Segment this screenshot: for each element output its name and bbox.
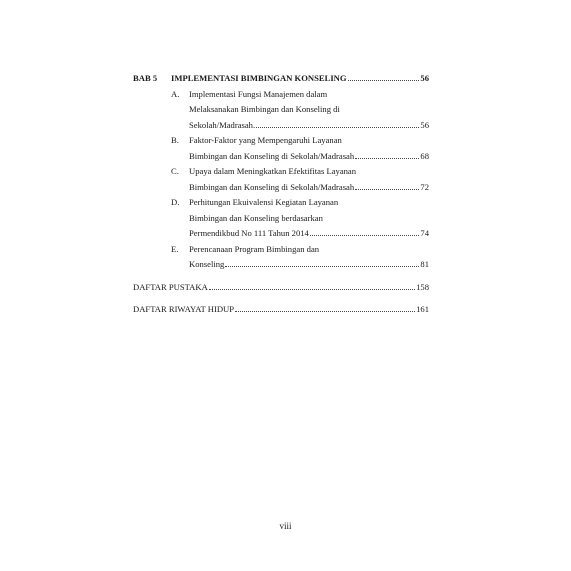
dot-leader (235, 311, 415, 312)
section-letter: D. (171, 197, 180, 207)
section-letter: C. (171, 166, 179, 176)
toc-sections (133, 87, 429, 273)
section-title-line: Bimbingan dan Konseling di Sekolah/Madrasah (189, 181, 355, 192)
toc-entry-daftar-riwayat-hidup[interactable] (133, 302, 429, 318)
section-title-line: Upaya dalam Meningkatkan Efektifitas Layanan (189, 166, 357, 176)
section-title-line: Sekolah/Madrasah. (189, 119, 256, 130)
section-letter: A. (171, 88, 180, 99)
entry-page-number: 158 (416, 281, 429, 292)
toc-entry-daftar-pustaka[interactable] (133, 280, 429, 296)
section-title-line: Permendikbud No 111 Tahun 2014 (189, 228, 309, 238)
toc-section-entry[interactable] (133, 164, 429, 195)
toc-section-entry[interactable] (133, 87, 429, 134)
section-title-line: Melaksanakan Bimbingan dan Konseling di (189, 104, 340, 114)
chapter-title: IMPLEMENTASI BIMBINGAN KONSELING (171, 73, 347, 83)
toc-section-entry[interactable] (133, 195, 429, 242)
section-last-line (189, 180, 429, 196)
section-title-line: Bimbingan dan Konseling berdasarkan (189, 212, 323, 223)
chapter-page-number: 56 (420, 73, 429, 83)
dot-leader (225, 266, 419, 267)
dot-leader (310, 235, 420, 236)
dot-leader (209, 289, 415, 290)
dot-leader (355, 189, 419, 190)
section-title-line: Faktor-Faktor yang Mempengaruhi Layanan (189, 135, 342, 145)
spacer (133, 295, 429, 302)
section-page-number: 74 (420, 228, 429, 238)
section-title-line: Perencanaan Program Bimbingan dan (189, 243, 320, 254)
section-title-block (189, 87, 429, 134)
section-page-number: 72 (420, 181, 429, 192)
entry-title: DAFTAR PUSTAKA (133, 281, 208, 292)
section-page-number: 81 (420, 259, 429, 269)
section-title-line: Implementasi Fungsi Manajemen dalam (189, 88, 328, 99)
entry-title: DAFTAR RIWAYAT HIDUP (133, 304, 235, 314)
chapter-label: BAB 5 (133, 73, 158, 83)
toc-chapter-entry[interactable] (133, 71, 429, 87)
entry-page-number: 161 (416, 304, 429, 314)
toc-section-entry[interactable] (133, 242, 429, 273)
dot-leader (355, 158, 419, 159)
section-title-line: Konseling (189, 259, 225, 269)
section-last-line (189, 257, 429, 273)
page-footer-number: viii (279, 521, 292, 531)
section-title-line: Bimbingan dan Konseling di Sekolah/Madrasah (189, 150, 355, 161)
section-last-line (189, 118, 429, 134)
dot-leader (256, 127, 419, 128)
table-of-contents (133, 71, 429, 318)
section-last-line (189, 226, 429, 242)
section-letter: E. (171, 243, 179, 254)
section-title-block (189, 195, 429, 242)
section-title-block (189, 242, 429, 273)
toc-section-entry[interactable] (133, 133, 429, 164)
section-title-line: Perhitungan Ekuivalensi Kegiatan Layanan (189, 197, 339, 207)
section-letter: B. (171, 135, 179, 145)
section-page-number: 56 (420, 119, 429, 130)
section-page-number: 68 (420, 150, 429, 161)
section-last-line (189, 149, 429, 165)
section-title-block (189, 133, 429, 164)
spacer (133, 273, 429, 280)
dot-leader (348, 80, 420, 81)
section-title-block (189, 164, 429, 195)
